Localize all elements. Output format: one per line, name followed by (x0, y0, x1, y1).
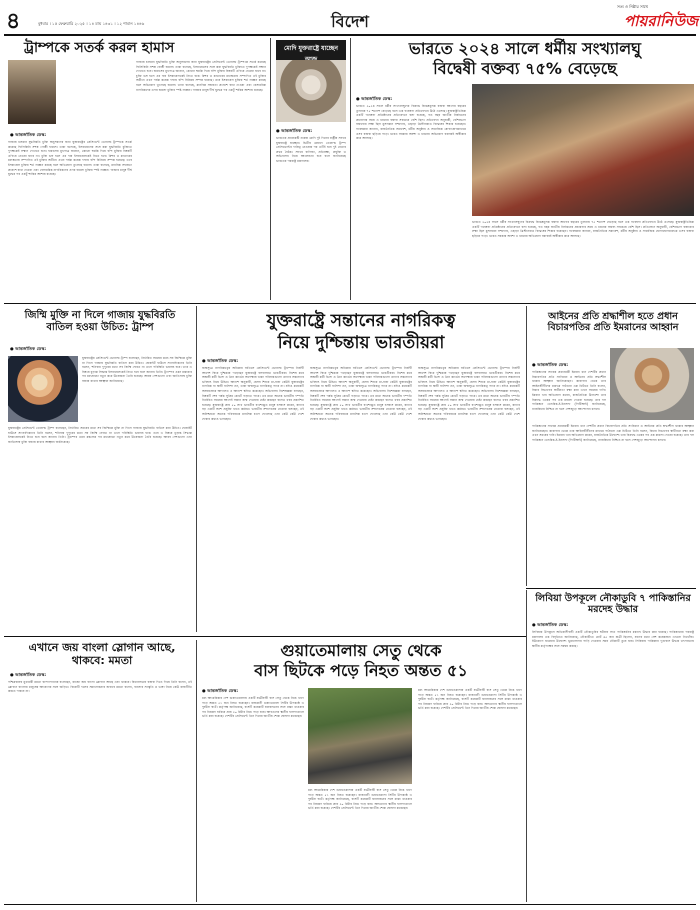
religious-headline-1: ভারতে ২০২৪ সালে ধর্মীয় সংখ্যালঘু (408, 39, 642, 58)
logo-tagline: সত্য ও নিষ্ঠার সাথে (616, 4, 648, 9)
guatemala-body-cont2: মধ্য আমেরিকার দেশ গুয়াতেমালায় একটি যাত্রীবাহী বাস সেতু থেকে নিচে খাদে পড়ে অন্তত ৫১ জন নিহত হয়েছেন। রাজধানী গুয়াতেমালা সিটির উপকণ্ঠে এ দুর্ঘটনা ঘটে। কর্তৃপক্ষ জানিয়েছে, বাসটি কয়েকটি যানবাহনের সঙ্গে ধাক্কা খাওয়ার পর নিয়ন্ত্রণ হারিয়ে প্রায় ২০ মিটার নিচে পড়ে যায়। আহতদের স্থানীয় হাসপাতালে ভর্তি করা হয়েছে। দেশটির প্রেসিডেন্ট তিন দিনের জাতীয় শোক ঘোষণা করেছেন। (418, 688, 522, 711)
masthead (0, 0, 700, 34)
row-rule (526, 588, 696, 589)
imran-headline: আইনের প্রতি শ্রদ্ধাশীল হতে প্রধান বিচারপতির প্রতি ইমরানের আহ্বান (547, 311, 679, 333)
joy-bangla-byline: ● আন্তর্জাতিক ডেস্ক: (10, 672, 47, 677)
newspaper-logo (614, 4, 699, 30)
hamas-body: গাজায় চলমান যুদ্ধবিরতি চুক্তি অনুসরণের জন্য যুক্তরাষ্ট্রের প্রেসিডেন্ট ডোনাল্ড ট্রাম্পকে সতর্ক করেছে ফিলিস্তিনি সশস্ত্র গোষ্ঠী হামাস। তারা বলেছে, ইসরায়েলের সঙ্গে করা যুদ্ধবিরতি চুক্তিতে দুপক্ষকেই সম্মান দেখাতে হবে। হামাসের মুখপাত্র জানান, কোনো হুমকি দিয়ে বন্দি মুক্তির বিষয়টি এগিয়ে নেওয়া যাবে না। চুক্তি ভঙ্গ হলে এর দায় ইসরায়েলকেই নিতে হবে। মিশর ও কাতারের মধ্যস্থতায় সম্পাদিত এই চুক্তির অধীনে এখন পর্যন্ত কয়েক দফায় বন্দি বিনিময় সম্পন্ন হয়েছে। তবে ইসরায়েল চুক্তির শর্ত লঙ্ঘন করছে বলে অভিযোগ তুলেছে হামাস। তারা বলেছে, মানবিক সহায়তা প্রবেশে বাধা দেওয়া এবং বেসামরিক নাগরিকদের ওপর হামলা চুক্তির স্পষ্ট লঙ্ঘন। গাজার মানুষ দীর্ঘ যুদ্ধের পর একটু শান্তির আশায় রয়েছে। (8, 140, 132, 177)
modi-photo (276, 60, 346, 122)
guatemala-body-cont: মধ্য আমেরিকার দেশ গুয়াতেমালায় একটি যাত্রীবাহী বাস সেতু থেকে নিচে খাদে পড়ে অন্তত ৫১ জন নিহত হয়েছেন। রাজধানী গুয়াতেমালা সিটির উপকণ্ঠে এ দুর্ঘটনা ঘটে। কর্তৃপক্ষ জানিয়েছে, বাসটি কয়েকটি যানবাহনের সঙ্গে ধাক্কা খাওয়ার পর নিয়ন্ত্রণ হারিয়ে প্রায় ২০ মিটার নিচে পড়ে যায়। আহতদের স্থানীয় হাসপাতালে ভর্তি করা হয়েছে। দেশটির প্রেসিডেন্ট তিন দিনের জাতীয় শোক ঘোষণা করেছেন। (308, 788, 412, 811)
religious-body-cont: ভারতে ২০২৪ সালে ধর্মীয় সংখ্যালঘুদের বিরুদ্ধে বিদ্বেষমূলক বক্তব্য আগের বছরের তুলনায় ৭৫ শতাংশ বেড়েছে বলে এক গবেষণা প্রতিবেদনে উঠে এসেছে। যুক্তরাষ্ট্রভিত্তিক একটি গবেষণা প্রতিষ্ঠানের প্রতিবেদনে বলা হয়েছে, গত বছর জাতীয় নির্বাচনের প্রচারণার সময় এ ধরনের বক্তব্য সবচেয়ে বেশি ছিল। প্রতিবেদন অনুযায়ী, বেশিরভাগ বক্তব্যের লক্ষ্য ছিল মুসলমান সম্প্রদায়, এছাড়া খ্রিস্টানরাও বিদ্বেষের শিকার হয়েছেন। গবেষকরা জানান, রাজনৈতিক সমাবেশ, ধর্মীয় অনুষ্ঠান ও সামাজিক যোগাযোগমাধ্যমে এসব বক্তব্য ছড়িয়ে পড়ে। ভারত সরকার অবশ্য এ ধরনের অভিযোগ বরাবরই অস্বীকার করে আসছে। (472, 220, 694, 238)
religious-photo (472, 84, 694, 216)
citizenship-headline-2: নিয়ে দুশ্চিন্তায় ভারতীয়রা (277, 333, 445, 353)
libya-byline: ● আন্তর্জাতিক ডেস্ক: (532, 622, 569, 627)
row-rule (4, 636, 526, 637)
divider (526, 590, 527, 902)
footer-rule (4, 904, 696, 905)
guatemala-headline-2: বাস ছিটকে পড়ে নিহত অন্তত ৫১ (254, 661, 468, 680)
jimmy-body: যুক্তরাষ্ট্রের প্রেসিডেন্ট ডোনাল্ড ট্রাম্প বলেছেন, নির্ধারিত সময়ের মধ্যে সব জিম্মিকে মুক্তি না দিলে গাজায় যুদ্ধবিরতি বাতিল করা উচিত। হোয়াইট হাউসে সাংবাদিকদের তিনি বলেন, শনিবার দুপুরের মধ্যে সব জিম্মি ফেরত না এলে পরিস্থিতি ভয়াবহ হবে। তবে এ বিষয়ে চূড়ান্ত সিদ্ধান্ত ইসরায়েলকেই নিতে হবে বলে জানান তিনি। ট্রাম্পের এমন মন্তব্যের পর মধ্যপ্রাচ্যে নতুন করে উত্তেজনা তৈরি হয়েছে। আরব দেশগুলো এবং জাতিসংঘ চুক্তি বজায় রাখার আহ্বান জানিয়েছে। (82, 356, 192, 383)
guatemala-headline-1: গুয়াতেমালায় সেতু থেকে (280, 641, 442, 660)
religious-body: ভারতে ২০২৪ সালে ধর্মীয় সংখ্যালঘুদের বিরুদ্ধে বিদ্বেষমূলক বক্তব্য আগের বছরের তুলনায় ৭৫ শতাংশ বেড়েছে বলে এক গবেষণা প্রতিবেদনে উঠে এসেছে। যুক্তরাষ্ট্রভিত্তিক একটি গবেষণা প্রতিষ্ঠানের প্রতিবেদনে বলা হয়েছে, গত বছর জাতীয় নির্বাচনের প্রচারণার সময় এ ধরনের বক্তব্য সবচেয়ে বেশি ছিল। প্রতিবেদন অনুযায়ী, বেশিরভাগ বক্তব্যের লক্ষ্য ছিল মুসলমান সম্প্রদায়, এছাড়া খ্রিস্টানরাও বিদ্বেষের শিকার হয়েছেন। গবেষকরা জানান, রাজনৈতিক সমাবেশ, ধর্মীয় অনুষ্ঠান ও সামাজিক যোগাযোগমাধ্যমে এসব বক্তব্য ছড়িয়ে পড়ে। ভারত সরকার অবশ্য এ ধরনের অভিযোগ বরাবরই অস্বীকার করে আসছে। (356, 104, 466, 141)
libya-headline: লিবিয়া উপকূলে নৌকাডুবি ৭ পাকিস্তানির মরদেহ উদ্ধার (535, 593, 691, 615)
page-number: ৪ (6, 9, 21, 34)
citizenship-headline-1: যুক্তরাষ্ট্রে সন্তানের নাগরিকত্ব (266, 311, 456, 331)
imran-byline: ● আন্তর্জাতিক ডেস্ক: (532, 362, 569, 367)
modi-body: ভারতের প্রধানমন্ত্রী নরেন্দ্র মোদি দুই দিনের রাষ্ট্রীয় সফরে যুক্তরাষ্ট্রে যাচ্ছেন। দ্বিতীয় মেয়াদে ডোনাল্ড ট্রাম্প প্রেসিডেন্টের দায়িত্ব নেওয়ার পর এটিই হবে দুই নেতার প্রথম বৈঠক। সফরে বাণিজ্য, প্রতিরক্ষা, প্রযুক্তি ও অভিবাসন নিয়ে আলোচনা হবে বলে জানিয়েছে ভারতের পররাষ্ট্র মন্ত্রণালয়। (276, 136, 346, 163)
imran-body: পাকিস্তানের সাবেক প্রধানমন্ত্রী ইমরান খান দেশটির প্রধান বিচারপতির প্রতি সংবিধান ও আইনের প্রতি শ্রদ্ধাশীল থাকার আহ্বান জানিয়েছেন। কারাগার থেকে তার আইনজীবীদের মাধ্যমে পাঠানো এক চিঠিতে তিনি বলেন, বিচার বিভাগের স্বাধীনতা রক্ষা করা এখন সময়ের দাবি। ইমরান খান অভিযোগ করেন, রাজনৈতিক উদ্দেশ্যে তার বিরুদ্ধে একের পর এক মামলা দেওয়া হয়েছে। তার দল পাকিস্তান তেহরিক-ই-ইনসাফ (পিটিআই) জানিয়েছে, ন্যায়বিচার নিশ্চিত না হলে দেশজুড়ে আন্দোলন চলবে। (532, 370, 606, 411)
jimmy-body-cont: যুক্তরাষ্ট্রের প্রেসিডেন্ট ডোনাল্ড ট্রাম্প বলেছেন, নির্ধারিত সময়ের মধ্যে সব জিম্মিকে মুক্তি না দিলে গাজায় যুদ্ধবিরতি বাতিল করা উচিত। হোয়াইট হাউসে সাংবাদিকদের তিনি বলেন, শনিবার দুপুরের মধ্যে সব জিম্মি ফেরত না এলে পরিস্থিতি ভয়াবহ হবে। তবে এ বিষয়ে চূড়ান্ত সিদ্ধান্ত ইসরায়েলকেই নিতে হবে বলে জানান তিনি। ট্রাম্পের এমন মন্তব্যের পর মধ্যপ্রাচ্যে নতুন করে উত্তেজনা তৈরি হয়েছে। আরব দেশগুলো এবং জাতিসংঘ চুক্তি বজায় রাখার আহ্বান জানিয়েছে। (8, 426, 192, 444)
guatemala-byline: ● আন্তর্জাতিক ডেস্ক: (202, 688, 239, 693)
citizenship-body-col1: জন্মসূত্রে নাগরিকত্বের অধিকার বাতিলে প্রেসিডেন্ট ডোনাল্ড ট্রাম্পের নির্বাহী আদেশ ঘিরে দুশ্চিন্তায় পড়েছেন যুক্তরাষ্ট্রে বসবাসরত ভারতীয়রা। বিশেষ করে অস্থায়ী কর্মী ভিসা ও গ্রিন কার্ডের অপেক্ষায় থাকা পরিবারগুলো তাদের সন্তানদের ভবিষ্যৎ নিয়ে উদ্বিগ্ন। আদেশ অনুযায়ী, যেসব শিশুর মা-বাবা কেউই যুক্তরাষ্ট্রের নাগরিক বা স্থায়ী বাসিন্দা নন, তারা জন্মসূত্রে নাগরিকত্ব পাবে না। যদিও কয়েকটি অঙ্গরাজ্যের আদালত এ আদেশ স্থগিত করেছেন। অভিবাসন বিশেষজ্ঞরা বলছেন, বিষয়টি শেষ পর্যন্ত সুপ্রিম কোর্টে গড়াতে পারে। এর মধ্যে অনেক ভারতীয় দম্পতি নির্ধারিত সময়ের আগেই সন্তান জন্ম দেওয়ার চেষ্টা করছেন বলেও খবর প্রকাশিত হয়েছে। যুক্তরাষ্ট্রে প্রায় ৫০ লাখ ভারতীয় বংশোদ্ভূত মানুষ বসবাস করেন, যাদের বড় একটি অংশ প্রযুক্তি খাতে কর্মরত। ভারতীয় সম্প্রদায়ের নেতারা বলছেন, এই অনিশ্চয়তা অনেক পরিবারকে মানসিক চাপে ফেলেছে এবং কেউ কেউ দেশে ফেরার কথাও ভাবছেন। (202, 366, 304, 421)
citizenship-body-col2: জন্মসূত্রে নাগরিকত্বের অধিকার বাতিলে প্রেসিডেন্ট ডোনাল্ড ট্রাম্পের নির্বাহী আদেশ ঘিরে দুশ্চিন্তায় পড়েছেন যুক্তরাষ্ট্রে বসবাসরত ভারতীয়রা। বিশেষ করে অস্থায়ী কর্মী ভিসা ও গ্রিন কার্ডের অপেক্ষায় থাকা পরিবারগুলো তাদের সন্তানদের ভবিষ্যৎ নিয়ে উদ্বিগ্ন। আদেশ অনুযায়ী, যেসব শিশুর মা-বাবা কেউই যুক্তরাষ্ট্রের নাগরিক বা স্থায়ী বাসিন্দা নন, তারা জন্মসূত্রে নাগরিকত্ব পাবে না। যদিও কয়েকটি অঙ্গরাজ্যের আদালত এ আদেশ স্থগিত করেছেন। অভিবাসন বিশেষজ্ঞরা বলছেন, বিষয়টি শেষ পর্যন্ত সুপ্রিম কোর্টে গড়াতে পারে। এর মধ্যে অনেক ভারতীয় দম্পতি নির্ধারিত সময়ের আগেই সন্তান জন্ম দেওয়ার চেষ্টা করছেন বলেও খবর প্রকাশিত হয়েছে। যুক্তরাষ্ট্রে প্রায় ৫০ লাখ ভারতীয় বংশোদ্ভূত মানুষ বসবাস করেন, যাদের বড় একটি অংশ প্রযুক্তি খাতে কর্মরত। ভারতীয় সম্প্রদায়ের নেতারা বলছেন, এই অনিশ্চয়তা অনেক পরিবারকে মানসিক চাপে ফেলেছে এবং কেউ কেউ দেশে ফেরার কথাও ভাবছেন। (310, 366, 412, 421)
dateline: বুধবার । ১৫ ফেব্রুয়ারি ২০২৫ । ১৪ মাঘ ১৪৩১ । ১২ শাবান ১৪৪৬ (38, 21, 145, 26)
row-rule (4, 303, 696, 304)
logo-brand (624, 10, 698, 35)
masthead-rule (4, 34, 696, 36)
trump-photo (8, 356, 78, 422)
hamas-body-cont: গাজায় চলমান যুদ্ধবিরতি চুক্তি অনুসরণের জন্য যুক্তরাষ্ট্রের প্রেসিডেন্ট ডোনাল্ড ট্রাম্পকে সতর্ক করেছে ফিলিস্তিনি সশস্ত্র গোষ্ঠী হামাস। তারা বলেছে, ইসরায়েলের সঙ্গে করা যুদ্ধবিরতি চুক্তিতে দুপক্ষকেই সম্মান দেখাতে হবে। হামাসের মুখপাত্র জানান, কোনো হুমকি দিয়ে বন্দি মুক্তির বিষয়টি এগিয়ে নেওয়া যাবে না। চুক্তি ভঙ্গ হলে এর দায় ইসরায়েলকেই নিতে হবে। মিশর ও কাতারের মধ্যস্থতায় সম্পাদিত এই চুক্তির অধীনে এখন পর্যন্ত কয়েক দফায় বন্দি বিনিময় সম্পন্ন হয়েছে। তবে ইসরায়েল চুক্তির শর্ত লঙ্ঘন করছে বলে অভিযোগ তুলেছে হামাস। তারা বলেছে, মানবিক সহায়তা প্রবেশে বাধা দেওয়া এবং বেসামরিক নাগরিকদের ওপর হামলা চুক্তির স্পষ্ট লঙ্ঘন। গাজার মানুষ দীর্ঘ যুদ্ধের পর একটু শান্তির আশায় রয়েছে। (136, 60, 266, 92)
hamas-byline: ● আন্তর্জাতিক ডেস্ক: (10, 132, 47, 137)
hamas-headline: ট্রাম্পকে সতর্ক করল হামাস (24, 40, 175, 56)
religious-headline-2: বিদ্বেষী বক্তব্য ৭৫% বেড়েছে (433, 59, 617, 78)
guatemala-photo (308, 688, 412, 784)
citizenship-byline: ● আন্তর্জাতিক ডেস্ক: (202, 358, 239, 363)
logo-part1: পায়রা (624, 12, 660, 30)
logo-part2: নিউজ (659, 12, 699, 30)
imran-body-cont: পাকিস্তানের সাবেক প্রধানমন্ত্রী ইমরান খান দেশটির প্রধান বিচারপতির প্রতি সংবিধান ও আইনের প্রতি শ্রদ্ধাশীল থাকার আহ্বান জানিয়েছেন। কারাগার থেকে তার আইনজীবীদের মাধ্যমে পাঠানো এক চিঠিতে তিনি বলেন, বিচার বিভাগের স্বাধীনতা রক্ষা করা এখন সময়ের দাবি। ইমরান খান অভিযোগ করেন, রাজনৈতিক উদ্দেশ্যে তার বিরুদ্ধে একের পর এক মামলা দেওয়া হয়েছে। তার দল পাকিস্তান তেহরিক-ই-ইনসাফ (পিটিআই) জানিয়েছে, ন্যায়বিচার নিশ্চিত না হলে দেশজুড়ে আন্দোলন চলবে। (532, 424, 694, 442)
modi-caption: মোদি যুক্তরাষ্ট্রে যাচ্ছেন (276, 40, 346, 68)
joy-bangla-headline: এখানে জয় বাংলা স্লোগান আছে, থাকবে: মমতা (28, 641, 176, 667)
divider (350, 38, 351, 300)
divider (526, 306, 527, 586)
guatemala-body: মধ্য আমেরিকার দেশ গুয়াতেমালায় একটি যাত্রীবাহী বাস সেতু থেকে নিচে খাদে পড়ে অন্তত ৫১ জন নিহত হয়েছেন। রাজধানী গুয়াতেমালা সিটির উপকণ্ঠে এ দুর্ঘটনা ঘটে। কর্তৃপক্ষ জানিয়েছে, বাসটি কয়েকটি যানবাহনের সঙ্গে ধাক্কা খাওয়ার পর নিয়ন্ত্রণ হারিয়ে প্রায় ২০ মিটার নিচে পড়ে যায়। আহতদের স্থানীয় হাসপাতালে ভর্তি করা হয়েছে। দেশটির প্রেসিডেন্ট তিন দিনের জাতীয় শোক ঘোষণা করেছেন। (202, 696, 304, 719)
imran-photo (610, 348, 694, 420)
divider (196, 640, 197, 902)
section-title: বিদেশ (331, 12, 369, 31)
religious-byline: ● আন্তর্জাতিক ডেস্ক: (356, 96, 393, 101)
divider (270, 38, 271, 300)
citizenship-body-col3: জন্মসূত্রে নাগরিকত্বের অধিকার বাতিলে প্রেসিডেন্ট ডোনাল্ড ট্রাম্পের নির্বাহী আদেশ ঘিরে দুশ্চিন্তায় পড়েছেন যুক্তরাষ্ট্রে বসবাসরত ভারতীয়রা। বিশেষ করে অস্থায়ী কর্মী ভিসা ও গ্রিন কার্ডের অপেক্ষায় থাকা পরিবারগুলো তাদের সন্তানদের ভবিষ্যৎ নিয়ে উদ্বিগ্ন। আদেশ অনুযায়ী, যেসব শিশুর মা-বাবা কেউই যুক্তরাষ্ট্রের নাগরিক বা স্থায়ী বাসিন্দা নন, তারা জন্মসূত্রে নাগরিকত্ব পাবে না। যদিও কয়েকটি অঙ্গরাজ্যের আদালত এ আদেশ স্থগিত করেছেন। অভিবাসন বিশেষজ্ঞরা বলছেন, বিষয়টি শেষ পর্যন্ত সুপ্রিম কোর্টে গড়াতে পারে। এর মধ্যে অনেক ভারতীয় দম্পতি নির্ধারিত সময়ের আগেই সন্তান জন্ম দেওয়ার চেষ্টা করছেন বলেও খবর প্রকাশিত হয়েছে। যুক্তরাষ্ট্রে প্রায় ৫০ লাখ ভারতীয় বংশোদ্ভূত মানুষ বসবাস করেন, যাদের বড় একটি অংশ প্রযুক্তি খাতে কর্মরত। ভারতীয় সম্প্রদায়ের নেতারা বলছেন, এই অনিশ্চয়তা অনেক পরিবারকে মানসিক চাপে ফেলেছে এবং কেউ কেউ দেশে ফেরার কথাও ভাবছেন। (418, 366, 520, 421)
divider (196, 306, 197, 632)
hamas-photo (8, 60, 56, 124)
jimmy-headline: জিম্মি মুক্তি না দিলে গাজায় যুদ্ধবিরতি বাতিল হওয়া উচিত: ট্রাম্প (24, 310, 176, 333)
modi-byline: ● আন্তর্জাতিক ডেস্ক: (276, 128, 313, 133)
joy-bangla-body: পশ্চিমবঙ্গের মুখ্যমন্ত্রী মমতা বন্দ্যোপাধ্যায় বলেছেন, রাজ্যে জয় বাংলা স্লোগান আছে এবং থাকবে। বিধানসভায় বক্তব্য দিতে গিয়ে তিনি বলেন, এই স্লোগান বাংলার মানুষের আবেগের সঙ্গে জড়িত। বিরোধী দলের সমালোচনার জবাবে মমতা বলেন, বাংলার সংস্কৃতি ও ভাষা নিয়ে কেউ রাজনীতি করতে পারবে না। (8, 680, 192, 694)
jimmy-byline: ● আন্তর্জাতিক ডেস্ক: (10, 346, 47, 351)
libya-body: লিবিয়ার উপকূলে অভিবাসীবাহী একটি নৌকাডুবির ঘটনায় সাত পাকিস্তানির মরদেহ উদ্ধার করা হয়েছে। পাকিস্তানের পররাষ্ট্র মন্ত্রণালয় এক বিবৃতিতে জানিয়েছে, নৌকাটিতে মোট ৬৫ জন যাত্রী ছিলেন, যাদের মধ্যে বেশ কয়েকজন এখনো নিখোঁজ। ইউরোপে যাওয়ার উদ্দেশ্যে ভূমধ্যসাগর পাড়ি দেওয়ার সময় নৌকাটি ডুবে যায়। লিবিয়ায় পাকিস্তান দূতাবাস উদ্ধার তৎপরতায় স্থানীয় কর্তৃপক্ষের সঙ্গে সমন্বয় করছে। (532, 630, 694, 648)
